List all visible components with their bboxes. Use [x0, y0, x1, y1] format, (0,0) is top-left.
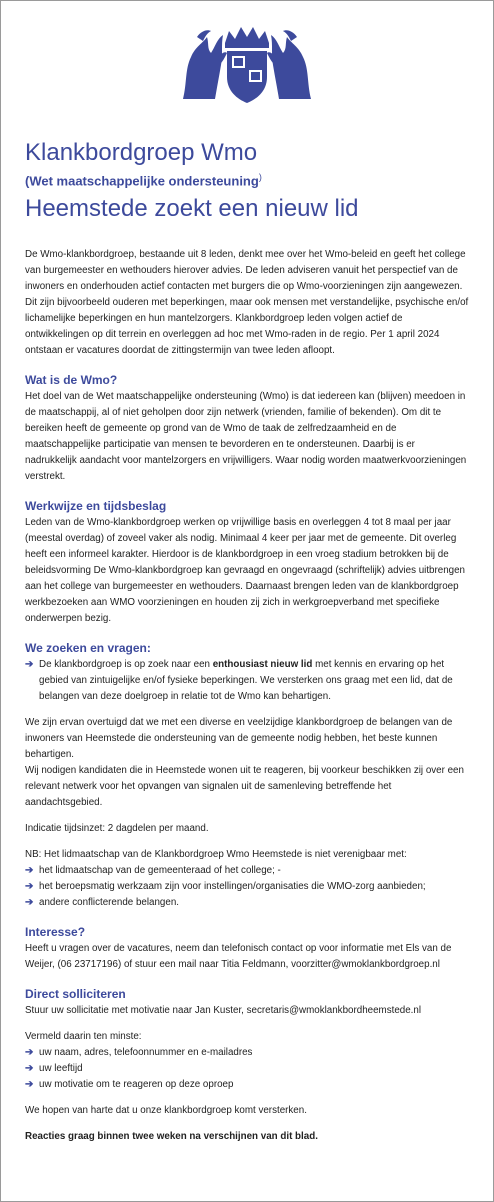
- indicatie-text: Indicatie tijdsinzet: 2 dagdelen per maand.: [25, 823, 209, 835]
- arrow-right-icon: ➔: [25, 1063, 34, 1075]
- heemstede-coat-of-arms-icon: [177, 23, 317, 105]
- zoeken-paragraph-1: We zijn ervan overtuigd dat we met een diverse en veelzijdige klankbordgroep de belangen van de inwoners van Heemstede die ondersteuning van de gemeente nodig hebben, het beste kunnen behartigen.: [25, 717, 453, 761]
- page-headline: Heemstede zoekt een nieuw lid: [25, 195, 359, 223]
- arrow-right-icon: ➔: [25, 1047, 34, 1059]
- heading-we-zoeken: We zoeken en vragen:: [25, 641, 151, 656]
- nb-item-text: het beroepsmatig werkzaam zijn voor instellingen/organisaties die WMO-zorg aanbieden;: [39, 881, 426, 893]
- arrow-right-icon: ➔: [25, 881, 34, 893]
- list-item: [25, 863, 469, 879]
- direct-paragraph: Stuur uw sollicitatie met motivatie naar Jan Kuster, secretaris@wmoklankbordheemstede.nl: [25, 1005, 422, 1017]
- hopen-text: We hopen van harte dat u onze klankbordgroep komt versterken.: [25, 1105, 307, 1117]
- heading-werkwijze: Werkwijze en tijdsbeslag: [25, 499, 167, 514]
- page-subtitle: [25, 169, 469, 189]
- zoeken-paragraph-2: Wij nodigen kandidaten die in Heemstede wonen uit te reageren, bij voorkeur beschikken zij over een relevant netwerk voor het opvangen van signalen uit de samenleving betreffende het aandachtsgebied.: [25, 765, 464, 809]
- intro-paragraph: De Wmo-klankbordgroep, bestaande uit 8 leden, denkt mee over het Wmo-beleid en geeft het college van burgemeester en wethouders hierover advies. De leden adviseren vanuit het perspectief van de inwoners en onderhouden actief contacten met burgers die op Wmo-voorzieningen zijn aangewezen. Dit zijn bijvoorbeeld ouderen met beperkingen, maar ook mensen met verstandelijke, psychische en/of lichamelijke beperkingen en hun mantelzorgers. Klankbordgroep leden volgen actief de ontwikkelingen op dit terrein en overleggen ad hoc met Wmo-raden in de regio. Per 1 april 2024 ontstaan er vacatures doordat de zittingstermijn van twee leden afloopt.: [25, 249, 469, 357]
- page-title: Klankbordgroep Wmo: [25, 139, 258, 166]
- heading-wat-is-de-wmo: Wat is de Wmo?: [25, 373, 118, 388]
- list-item: [25, 657, 469, 705]
- heading-direct-solliciteren: Direct solliciteren: [25, 987, 126, 1002]
- nb-item-text: het lidmaatschap van de gemeenteraad of het college; -: [39, 865, 281, 877]
- nb-list: [25, 863, 469, 911]
- arrow-right-icon: ➔: [25, 659, 34, 671]
- arrow-right-icon: ➔: [25, 865, 34, 877]
- wat-paragraph: Het doel van de Wet maatschappelijke ondersteuning (Wmo) is dat iedereen kan (blijven) meedoen in de maatschappij, al of niet geholpen door zijn netwerk (vrienden, familie of bekenden). Om dit te bereiken heeft de gemeente op grond van de Wmo de taak de zelfredzaamheid en de maatschappelijke participatie van mensen te bevorderen en te ondersteunen. Daarbij is er nadrukkelijk aandacht voor mantelzorgers en vrijwilligers. Waar nodig worden maatwerkvoorzieningen verstrekt.: [25, 391, 467, 483]
- zoeken-bullet-bold: enthousiast nieuw lid: [212, 659, 313, 671]
- subtitle-text: (Wet maatschappelijke ondersteuning: [25, 173, 259, 189]
- vermeld-text: Vermeld daarin ten minste:: [25, 1031, 142, 1043]
- nb-text: NB: Het lidmaatschap van de Klankbordgroep Wmo Heemstede is niet verenigbaar met:: [25, 849, 407, 861]
- list-item: [25, 879, 469, 895]
- zoeken-bullet-post: met kennis en ervaring op het gebied van zintuigelijke en/of fysieke beperkingen. We versterken ons graag met een lid, dat de belangen van deze doelgroep in relatie tot de Wmo kan behartigen.: [39, 659, 453, 703]
- arrow-right-icon: ➔: [25, 1079, 34, 1091]
- reacties-text: Reacties graag binnen twee weken na verschijnen van dit blad.: [25, 1131, 318, 1143]
- zoeken-list: [25, 657, 469, 705]
- vermeld-item-text: uw naam, adres, telefoonnummer en e-mailadres: [39, 1047, 253, 1059]
- list-item: [25, 1045, 469, 1061]
- werkwijze-paragraph: Leden van de Wmo-klankbordgroep werken op vrijwillige basis en overleggen 4 tot 8 maal per jaar (meestal overdag) of zoveel vaker als nodig. Minimaal 4 keer per jaar met de gemeente. Dit overleg heeft een informeel karakter. Hierdoor is de klankbordgroep in een vroeg stadium betrokken bij de beleidsvorming De Wmo-klankbordgroep kan gevraagd en ongevraagd (schriftelijk) advies uitbrengen aan het college van burgemeester en wethouders. Daarnaast brengen leden van de klankbordgroep werkbezoeken aan WMO voorzieningen en houden zij zich in werkgroepverband met specifieke onderwerpen bezig.: [25, 517, 466, 625]
- zoeken-bullet-pre: De klankbordgroep is op zoek naar een: [39, 659, 213, 671]
- list-item: [25, 1061, 469, 1077]
- arrow-right-icon: ➔: [25, 897, 34, 909]
- list-item: [25, 1077, 469, 1093]
- subtitle-close-paren: ): [258, 172, 262, 182]
- vermeld-item-text: uw motivatie om te reageren op deze oproep: [39, 1079, 234, 1091]
- heading-interesse: Interesse?: [25, 925, 86, 940]
- interesse-paragraph: Heeft u vragen over de vacatures, neem dan telefonisch contact op voor informatie met Els van de Weijer, (06 23717196) of stuur een mail naar Titia Feldmann, voorzitter@wmoklankbordgroep.nl: [25, 943, 452, 971]
- nb-item-text: andere conflicterende belangen.: [39, 897, 179, 909]
- vermeld-list: [25, 1045, 469, 1093]
- vermeld-item-text: uw leeftijd: [39, 1063, 83, 1075]
- list-item: [25, 895, 469, 911]
